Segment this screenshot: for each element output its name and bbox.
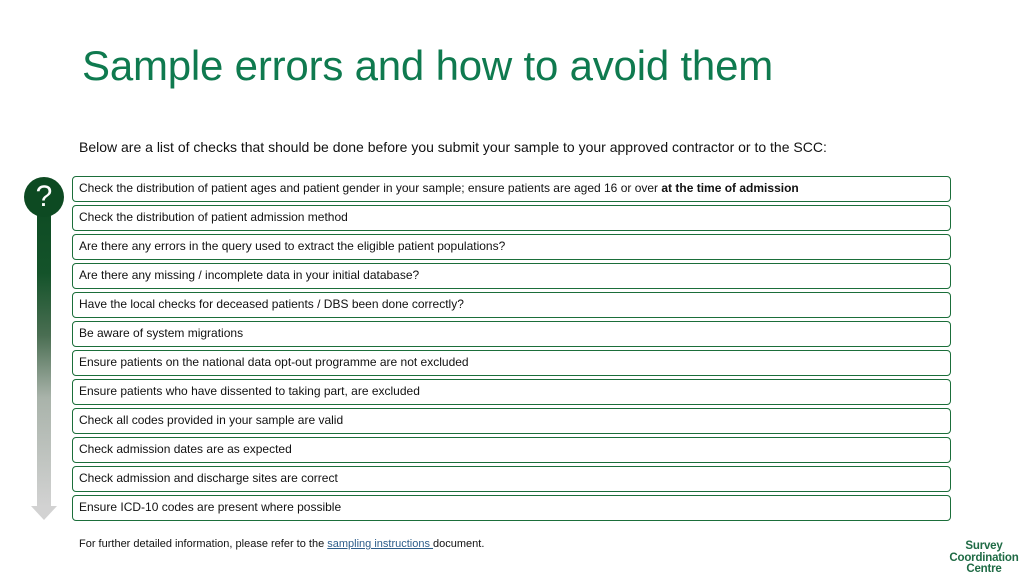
check-item [72, 234, 951, 260]
check-item-text: Check the distribution of patient admission method [79, 210, 348, 224]
check-item [72, 263, 951, 289]
check-item-text: Check admission dates are as expected [79, 442, 292, 456]
check-item [72, 176, 951, 202]
checks-list [72, 176, 951, 524]
question-icon: ? [24, 177, 64, 217]
logo-line-2: Coordination [949, 551, 1019, 564]
check-item-text: Check the distribution of patient ages and patient gender in your sample; ensure patients are aged 16 or over [79, 181, 662, 195]
check-item [72, 321, 951, 347]
check-item-text: Are there any missing / incomplete data in your initial database? [79, 268, 420, 282]
check-item [72, 379, 951, 405]
check-item-text: Ensure patients on the national data opt-out programme are not excluded [79, 355, 469, 369]
check-item [72, 350, 951, 376]
check-item-text: Be aware of system migrations [79, 326, 244, 340]
check-item [72, 437, 951, 463]
sampling-instructions-link[interactable]: sampling instructions [327, 538, 434, 550]
page-title: Sample errors and how to avoid them [82, 42, 774, 89]
logo-line-3: Centre [966, 563, 1002, 575]
down-arrow-shaft [37, 195, 51, 507]
check-item-text: Ensure patients who have dissented to taking part, are excluded [79, 384, 420, 398]
check-item [72, 466, 951, 492]
check-item-text: Ensure ICD-10 codes are present where possible [79, 500, 342, 514]
check-item-text: Have the local checks for deceased patients / DBS been done correctly? [79, 297, 464, 311]
footer-suffix: document. [433, 538, 485, 550]
down-arrow-icon [31, 506, 57, 520]
check-item [72, 205, 951, 231]
check-item [72, 495, 951, 521]
footer-note [79, 538, 484, 550]
check-item-text: Check admission and discharge sites are correct [79, 471, 338, 485]
intro-text: Below are a list of checks that should be done before you submit your sample to your approved contractor or to the SCC: [79, 139, 827, 155]
check-item-text: Check all codes provided in your sample are valid [79, 413, 344, 427]
check-item [72, 408, 951, 434]
check-item-emphasis: at the time of admission [661, 181, 799, 195]
scc-logo [944, 541, 1024, 576]
logo-line-1: Survey [965, 540, 1003, 552]
check-item-text: Are there any errors in the query used to extract the eligible patient populations? [79, 239, 506, 253]
check-item [72, 292, 951, 318]
footer-prefix: For further detailed information, please refer to the [79, 538, 328, 550]
